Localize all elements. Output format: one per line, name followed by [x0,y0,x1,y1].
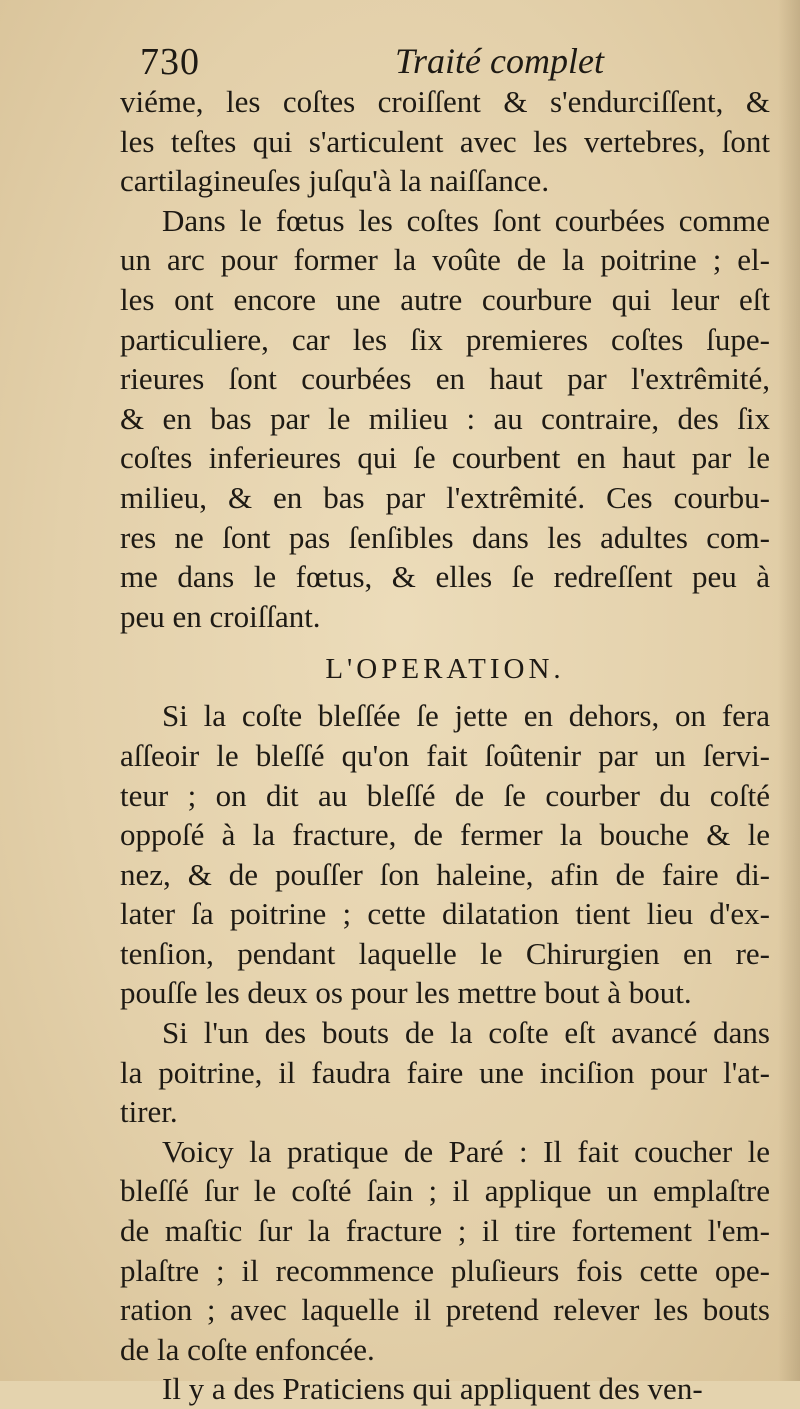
text-line: oppoſé à la fracture, de fermer la bouche & le [120,817,770,853]
running-title: Traité complet [395,41,604,81]
text-line: & en bas par le milieu : au contraire, des ſix [120,400,770,436]
page-header [140,40,760,88]
text-line: peu en croiſſant. [120,598,321,634]
text-line: de maſtic ſur la fracture ; il tire fortement l'em- [120,1213,770,1249]
text-line: ration ; avec laquelle il pretend relever les bouts [120,1292,770,1328]
text-line: coſtes inferieures qui ſe courbent en haut par le [120,440,770,476]
text-line: plaſtre ; il recommence pluſieurs fois cette ope- [120,1252,770,1288]
text-line: les ont encore une autre courbure qui leur eſt [120,281,770,317]
text-line: Si la coſte bleſſée ſe jette en dehors, on fera [162,698,770,734]
text-line: la poitrine, il faudra faire une inciſion pour l'at- [120,1054,770,1090]
text-line: tenſion, pendant laquelle le Chirurgien en re- [120,935,770,971]
text-line: Dans le fœtus les coſtes ſont courbées comme [162,202,770,238]
text-line: les teſtes qui s'articulent avec les vertebres, ſont [120,123,770,159]
text-line: tirer. [120,1094,178,1130]
text-line: res ne ſont pas ſenſibles dans les adultes com- [120,519,770,555]
body-text [120,82,770,1409]
text-line: Il y a des Praticiens qui appliquent des ven- [162,1371,703,1407]
text-line: teur ; on dit au bleſſé de ſe courber du coſté [120,777,770,813]
text-line: cartilagineuſes juſqu'à la naiſſance. [120,163,550,199]
section-heading: L'OPERATION. [325,653,565,686]
text-line: rieures ſont courbées en haut par l'extrêmité, [120,361,770,397]
text-line: de la coſte enfoncée. [120,1331,375,1367]
text-line: milieu, & en bas par l'extrêmité. Ces courbu- [120,479,770,515]
text-line: Si l'un des bouts de la coſte eſt avancé dans [162,1015,770,1051]
text-line: particuliere, car les ſix premieres coſtes ſupe- [120,321,770,357]
page-number: 730 [140,41,200,83]
page-edge-shadow [778,0,800,1381]
text-line: bleſſé ſur le coſté ſain ; il applique un emplaſtre [120,1173,770,1209]
text-line: pouſſe les deux os pour les mettre bout à bout. [120,975,692,1011]
text-line: viéme, les coſtes croiſſent & s'endurciſſent, & [120,84,770,119]
text-line: me dans le fœtus, & elles ſe redreſſent peu à [120,559,770,595]
text-line: later ſa poitrine ; cette dilatation tient lieu d'ex- [120,896,770,932]
text-line: nez, & de pouſſer ſon haleine, afin de faire di- [120,856,770,892]
text-line: un arc pour former la voûte de la poitrine ; el- [120,242,770,278]
text-line: Voicy la pratique de Paré : Il fait coucher le [162,1133,770,1169]
text-line: aſſeoir le bleſſé qu'on fait ſoûtenir par un ſervi- [120,737,770,773]
